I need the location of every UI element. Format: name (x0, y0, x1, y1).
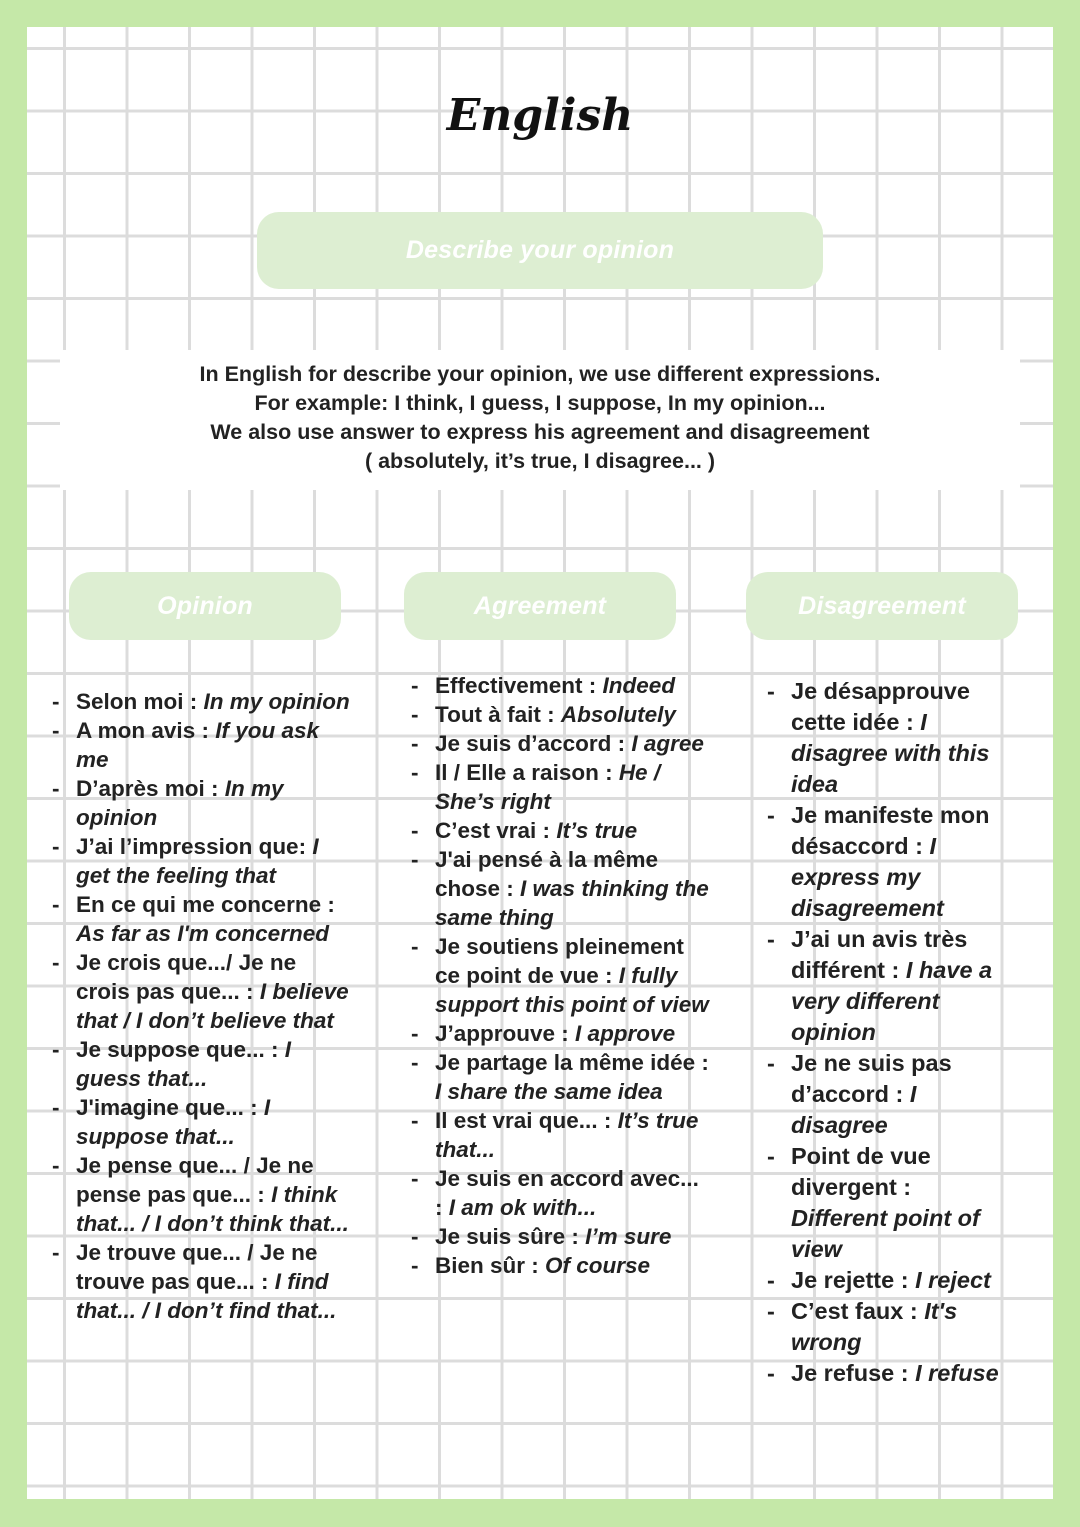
english-translation: I approve (575, 1021, 676, 1046)
english-translation: It's wrong (791, 1298, 958, 1355)
expression-item (411, 729, 711, 758)
english-translation: As far as I'm concerned (76, 921, 329, 946)
expression-item (767, 1296, 1007, 1358)
expression-item (52, 687, 352, 716)
english-translation: I disagree (791, 1081, 917, 1138)
intro-line: In English for describe your opinion, we use different expressions. (199, 362, 881, 386)
french-expression: Je refuse : (791, 1360, 916, 1386)
expression-item (767, 676, 1007, 800)
french-expression: Selon moi : (76, 689, 204, 714)
expression-item (52, 948, 352, 1035)
english-translation: I believe that / I don’t believe that (76, 979, 349, 1033)
french-expression: Je suis sûre : (435, 1224, 586, 1249)
english-translation: I guess that... (76, 1037, 292, 1091)
heading-opinion-label: Opinion (157, 591, 253, 620)
french-expression: J'ai pensé à la même chose : (435, 847, 658, 901)
english-translation: I express my disagreement (791, 833, 944, 921)
english-translation: I suppose that... (76, 1095, 271, 1149)
english-translation: It’s true (556, 818, 638, 843)
expression-item (411, 758, 711, 816)
english-translation: I disagree with this idea (791, 709, 990, 797)
english-translation: I fully support this point of view (435, 963, 709, 1017)
expression-item (52, 1093, 352, 1151)
french-expression: Je pense que... / Je ne pense pas que... : (76, 1153, 314, 1207)
french-expression: A mon avis : (76, 718, 216, 743)
expression-item (411, 932, 711, 1019)
expression-item (411, 1222, 711, 1251)
french-expression: J’approuve : (435, 1021, 576, 1046)
disagreement-list (767, 676, 1007, 1389)
french-expression: Je manifeste mon désaccord : (791, 802, 990, 859)
english-translation: I reject (915, 1267, 991, 1293)
french-expression: Point de vue divergent : (791, 1143, 931, 1200)
expression-item (52, 1151, 352, 1238)
french-expression: Effectivement : (435, 673, 603, 698)
heading-disagreement (746, 572, 1018, 640)
english-translation: In my opinion (76, 776, 284, 830)
english-translation: I have a very different opinion (791, 957, 993, 1045)
expression-item (52, 1238, 352, 1325)
banner-describe-opinion (257, 212, 823, 289)
heading-agreement-label: Agreement (473, 591, 607, 620)
french-expression: Je ne suis pas d’accord : (791, 1050, 952, 1107)
english-translation: I find that... / I don’t find that... (76, 1269, 337, 1323)
french-expression: Je rejette : (791, 1267, 916, 1293)
expression-item (411, 1251, 711, 1280)
french-expression: J’ai un avis très différent : (791, 926, 968, 983)
english-translation: It’s true that... (435, 1108, 699, 1162)
french-expression: J’ai l’impression que: (76, 834, 313, 859)
expression-item (767, 1265, 1007, 1296)
french-expression: Bien sûr : (435, 1253, 546, 1278)
expression-item (411, 1106, 711, 1164)
expression-item (411, 1164, 711, 1222)
expression-item (52, 890, 352, 948)
english-translation: He / She’s right (435, 760, 661, 814)
expression-item (411, 816, 711, 845)
intro-line: For example: I think, I guess, I suppose, In my opinion... (254, 391, 826, 415)
french-expression: Tout à fait : (435, 702, 561, 727)
english-translation: I am ok with... (448, 1195, 597, 1220)
french-expression: Il est vrai que... : (435, 1108, 618, 1133)
english-translation: I get the feeling that (76, 834, 319, 888)
expression-item (767, 924, 1007, 1048)
french-expression: Je trouve que... / Je ne trouve pas que... : (76, 1240, 318, 1294)
french-expression: C’est vrai : (435, 818, 557, 843)
english-translation: Absolutely (560, 702, 676, 727)
french-expression: Je suis d’accord : (435, 731, 632, 756)
intro-line: ( absolutely, it’s true, I disagree... ) (364, 449, 716, 473)
expression-item (52, 832, 352, 890)
french-expression: En ce qui me concerne : (76, 892, 335, 917)
page-title: English (446, 90, 634, 141)
heading-agreement (404, 572, 676, 640)
english-translation: I think that... / I don’t think that... (76, 1182, 349, 1236)
french-expression: C’est faux : (791, 1298, 925, 1324)
expression-item (411, 845, 711, 932)
expression-item (52, 774, 352, 832)
expression-item (411, 671, 711, 700)
heading-disagreement-label: Disagreement (798, 591, 966, 620)
french-expression: D’après moi : (76, 776, 225, 801)
french-expression: Je crois que.../ Je ne crois pas que... : (76, 950, 297, 1004)
french-expression: Je suppose que... : (76, 1037, 285, 1062)
french-expression: Je soutiens pleinement ce point de vue : (435, 934, 684, 988)
intro-paragraph (60, 360, 1020, 476)
expression-item (767, 1358, 1007, 1389)
french-expression: J'imagine que... : (76, 1095, 264, 1120)
english-translation: In my opinion (203, 689, 350, 714)
english-translation: Indeed (602, 673, 676, 698)
expression-item (52, 716, 352, 774)
french-expression: Je suis en accord avec... : (435, 1166, 699, 1220)
intro-line: We also use answer to express his agreement and disagreement (210, 420, 870, 444)
english-translation: I agree (631, 731, 704, 756)
english-translation: I share the same idea (435, 1079, 663, 1104)
french-expression: Je partage la même idée : (435, 1050, 709, 1075)
english-translation: I was thinking the same thing (435, 876, 709, 930)
english-translation: Of course (545, 1253, 651, 1278)
english-translation: Different point of view (791, 1205, 980, 1262)
opinion-list (52, 687, 352, 1325)
expression-item (411, 700, 711, 729)
expression-item (52, 1035, 352, 1093)
expression-item (767, 800, 1007, 924)
french-expression: Je désapprouve cette idée : (791, 678, 970, 735)
banner-label: Describe your opinion (405, 236, 675, 264)
english-translation: I’m sure (585, 1224, 672, 1249)
expression-item (767, 1048, 1007, 1141)
expression-item (767, 1141, 1007, 1265)
expression-item (411, 1019, 711, 1048)
expression-item (411, 1048, 711, 1106)
agreement-list (411, 671, 711, 1280)
english-translation: If you ask me (76, 718, 319, 772)
english-translation: I refuse (915, 1360, 999, 1386)
french-expression: Il / Elle a raison : (435, 760, 619, 785)
heading-opinion (69, 572, 341, 640)
